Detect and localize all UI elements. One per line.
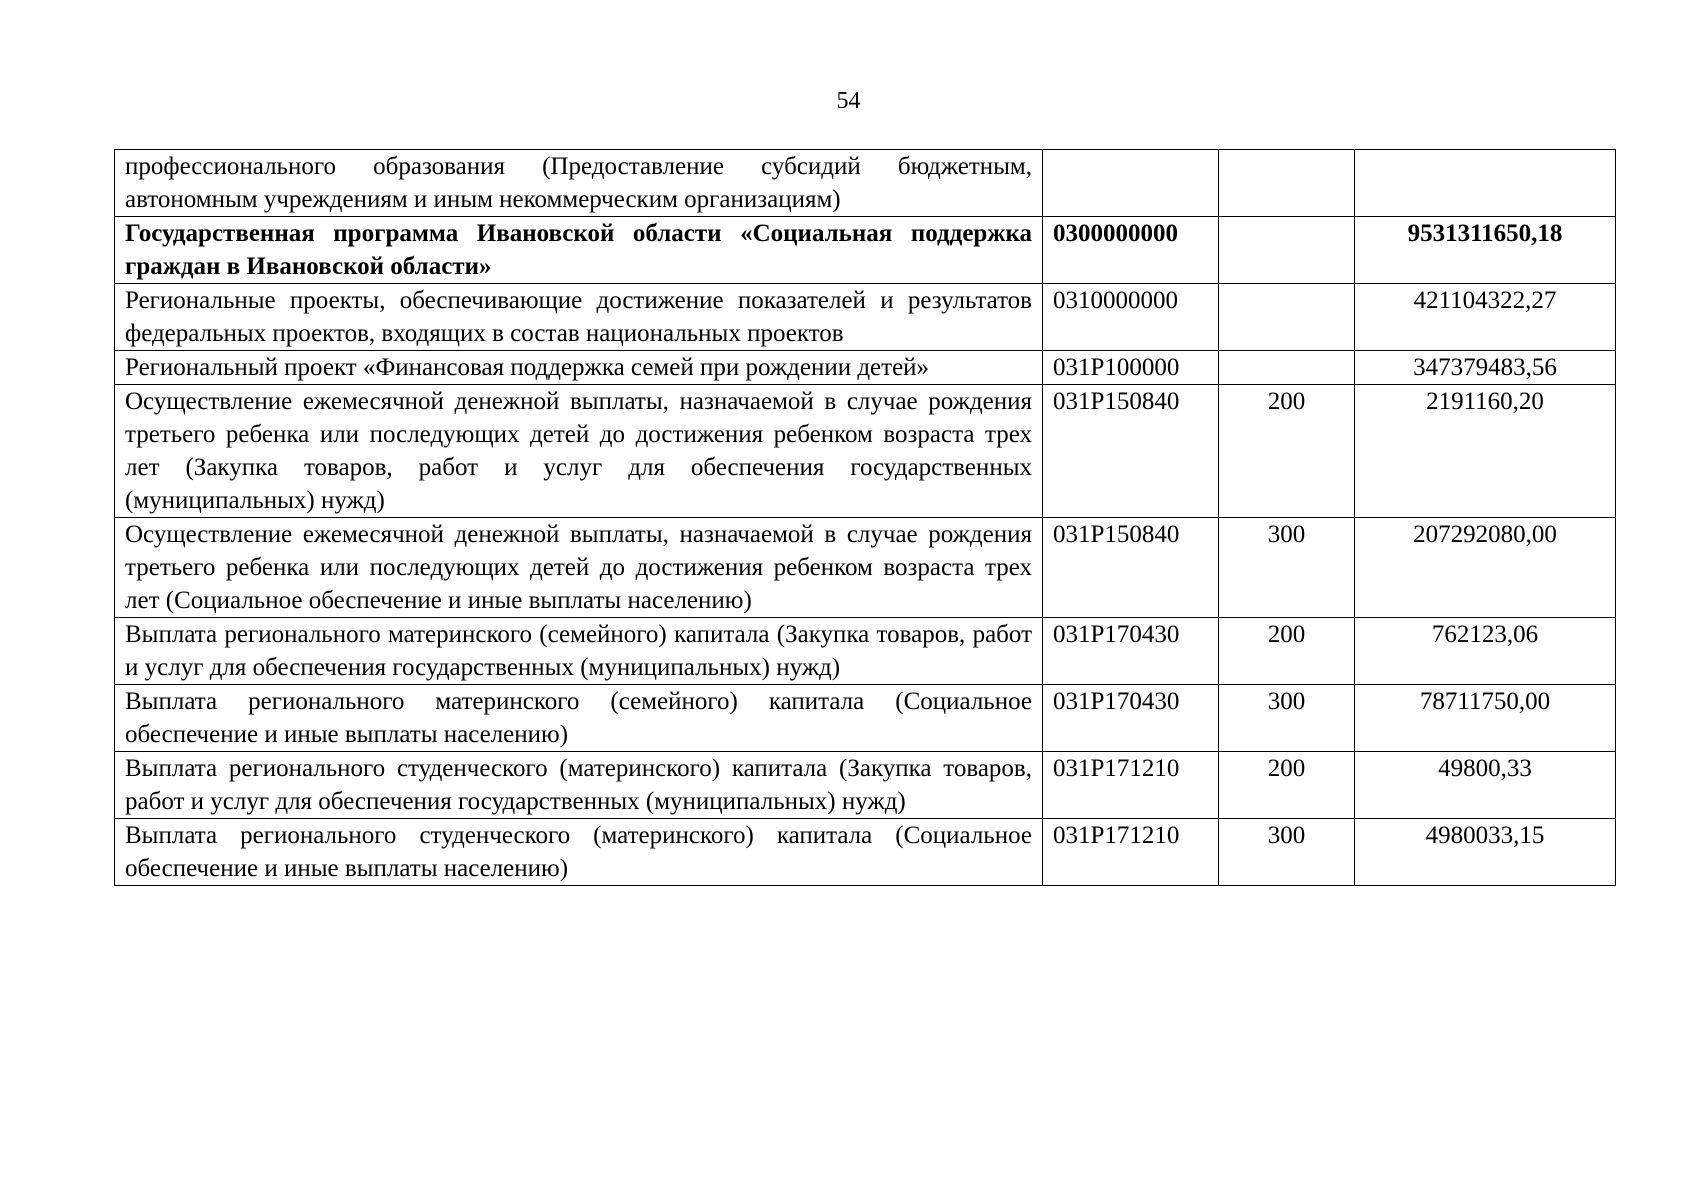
row-expense-type (1219, 351, 1355, 385)
row-name: Региональный проект «Финансовая поддержка семей при рождении детей» (115, 351, 1043, 385)
row-expense-type (1219, 150, 1355, 217)
row-amount: 2191160,20 (1355, 385, 1616, 518)
row-target-code: 0300000000 (1043, 217, 1219, 284)
row-amount: 207292080,00 (1355, 518, 1616, 618)
row-amount (1355, 150, 1616, 217)
row-name: Осуществление ежемесячной денежной выплаты, назначаемой в случае рождения третьего ребенка или последующих детей до достижения ребенком возраста трех лет (Закупка товаров, работ и услуг для обеспечения государственных (муниципальных) нужд) (115, 385, 1043, 518)
row-expense-type: 200 (1219, 385, 1355, 518)
table-row (115, 351, 1616, 385)
budget-table (114, 149, 1616, 886)
table-row (115, 518, 1616, 618)
row-amount: 347379483,56 (1355, 351, 1616, 385)
row-target-code: 031P150840 (1043, 385, 1219, 518)
row-name: Региональные проекты, обеспечивающие достижение показателей и результатов федеральных проектов, входящих в состав национальных проектов (115, 284, 1043, 351)
row-expense-type (1219, 217, 1355, 284)
row-target-code (1043, 150, 1219, 217)
table-row (115, 819, 1616, 886)
table-row (115, 385, 1616, 518)
row-amount: 9531311650,18 (1355, 217, 1616, 284)
row-target-code: 031P100000 (1043, 351, 1219, 385)
row-target-code: 031P150840 (1043, 518, 1219, 618)
table-row (115, 618, 1616, 685)
row-name: Осуществление ежемесячной денежной выплаты, назначаемой в случае рождения третьего ребенка или последующих детей до достижения ребенком возраста трех лет (Социальное обеспечение и иные выплаты населению) (115, 518, 1043, 618)
table-row (115, 150, 1616, 217)
row-expense-type: 200 (1219, 618, 1355, 685)
row-expense-type: 300 (1219, 685, 1355, 752)
row-amount: 421104322,27 (1355, 284, 1616, 351)
table-row (115, 685, 1616, 752)
table-row (115, 284, 1616, 351)
row-target-code: 031P171210 (1043, 819, 1219, 886)
table-row (115, 752, 1616, 819)
row-name: Выплата регионального материнского (семейного) капитала (Социальное обеспечение и иные выплаты населению) (115, 685, 1043, 752)
row-name: Выплата регионального материнского (семейного) капитала (Закупка товаров, работ и услуг для обеспечения государственных (муниципальных) нужд) (115, 618, 1043, 685)
row-amount: 4980033,15 (1355, 819, 1616, 886)
row-name: профессионального образования (Предоставление субсидий бюджетным, автономным учреждениям и иным некоммерческим организациям) (115, 150, 1043, 217)
row-target-code: 031P171210 (1043, 752, 1219, 819)
row-target-code: 031P170430 (1043, 685, 1219, 752)
row-name: Выплата регионального студенческого (материнского) капитала (Закупка товаров, работ и услуг для обеспечения государственных (муниципальных) нужд) (115, 752, 1043, 819)
row-expense-type: 300 (1219, 518, 1355, 618)
row-name: Государственная программа Ивановской области «Социальная поддержка граждан в Ивановской области» (115, 217, 1043, 284)
table-row (115, 217, 1616, 284)
row-target-code: 031P170430 (1043, 618, 1219, 685)
row-amount: 78711750,00 (1355, 685, 1616, 752)
row-expense-type: 200 (1219, 752, 1355, 819)
row-amount: 49800,33 (1355, 752, 1616, 819)
row-name: Выплата регионального студенческого (материнского) капитала (Социальное обеспечение и иные выплаты населению) (115, 819, 1043, 886)
row-expense-type: 300 (1219, 819, 1355, 886)
row-expense-type (1219, 284, 1355, 351)
row-target-code: 0310000000 (1043, 284, 1219, 351)
page-number: 54 (836, 88, 861, 114)
row-amount: 762123,06 (1355, 618, 1616, 685)
